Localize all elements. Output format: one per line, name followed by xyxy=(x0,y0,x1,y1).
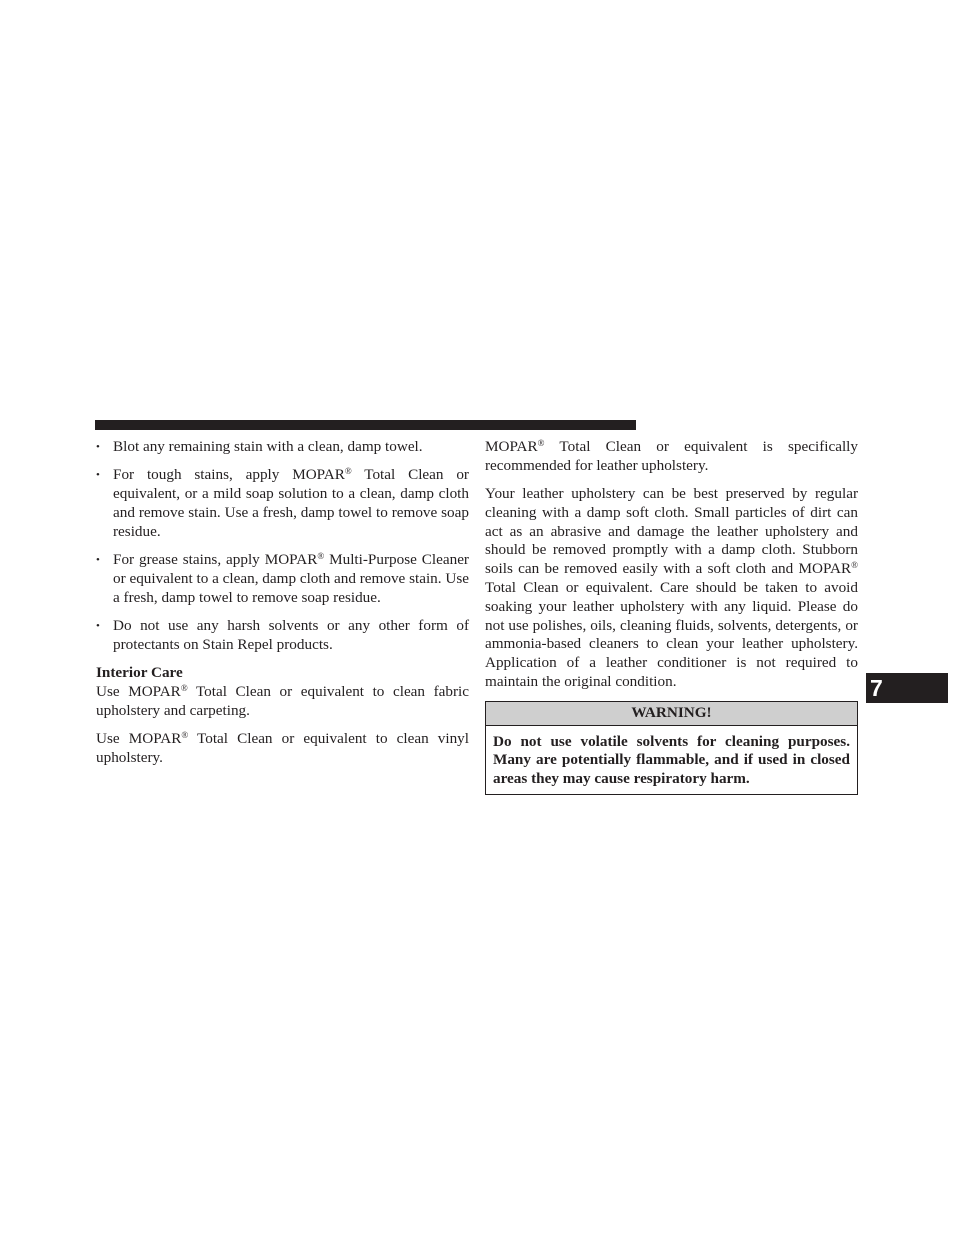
list-item xyxy=(96,466,469,541)
list-item xyxy=(96,438,469,457)
left-column xyxy=(96,438,469,777)
leather-recommendation-paragraph: MOPAR® Total Clean or equivalent is specifically recommended for leather upholstery. xyxy=(485,438,858,474)
bullet-icon: • xyxy=(96,469,100,482)
bullet-text: Do not use any harsh solvents or any other form of protectants on Stain Repel products. xyxy=(113,616,469,653)
bullet-text: Blot any remaining stain with a clean, damp towel. xyxy=(113,438,423,455)
list-item xyxy=(96,617,469,655)
section-heading-interior-care: Interior Care xyxy=(96,663,183,681)
chapter-number: 7 xyxy=(870,675,883,701)
leather-care-paragraph: Your leather upholstery can be best preserved by regular cleaning with a damp soft cloth. Small particles of dirt can act as an abrasive and damage the leather upholstery and should be removed promptly with a damp cloth. Stubborn soils can be removed easily with a soft cloth and MOPAR® Total Clean or equivalent. Care should be taken to avoid soaking your leather upholstery with any liquid. Please do not use polishes, oils, cleaning fluids, solvents, detergents, or ammonia-based cleaners to clean your leather upholstery. Application of a leather conditioner is not required to maintain the original condition. xyxy=(485,485,858,691)
bullet-text: For tough stains, apply MOPAR® Total Clean or equivalent, or a mild soap solution to a clean, damp cloth and remove stain. Use a fresh, damp towel to remove soap residue. xyxy=(113,466,469,540)
bullet-icon: • xyxy=(96,553,100,566)
warning-text: Do not use volatile solvents for cleaning purposes. Many are potentially flammable, and if used in closed areas they may cause respiratory harm. xyxy=(493,732,850,788)
chapter-tab xyxy=(866,673,948,703)
bullet-icon: • xyxy=(96,619,100,632)
list-item xyxy=(96,551,469,607)
fabric-upholstery-paragraph: Use MOPAR® Total Clean or equivalent to clean fabric upholstery and carpeting. xyxy=(96,682,469,719)
cleaning-bullet-list xyxy=(96,438,469,654)
vinyl-upholstery-paragraph: Use MOPAR® Total Clean or equivalent to clean vinyl upholstery. xyxy=(96,729,469,766)
section-header-rule xyxy=(95,420,636,430)
warning-box xyxy=(485,701,858,795)
bullet-icon: • xyxy=(96,441,100,453)
right-column xyxy=(485,438,858,795)
warning-title: WARNING! xyxy=(486,702,857,726)
bullet-text: For grease stains, apply MOPAR® Multi-Purpose Cleaner or equivalent to a clean, damp cloth and remove stain. Use a fresh, damp towel to remove soap residue. xyxy=(113,550,469,606)
